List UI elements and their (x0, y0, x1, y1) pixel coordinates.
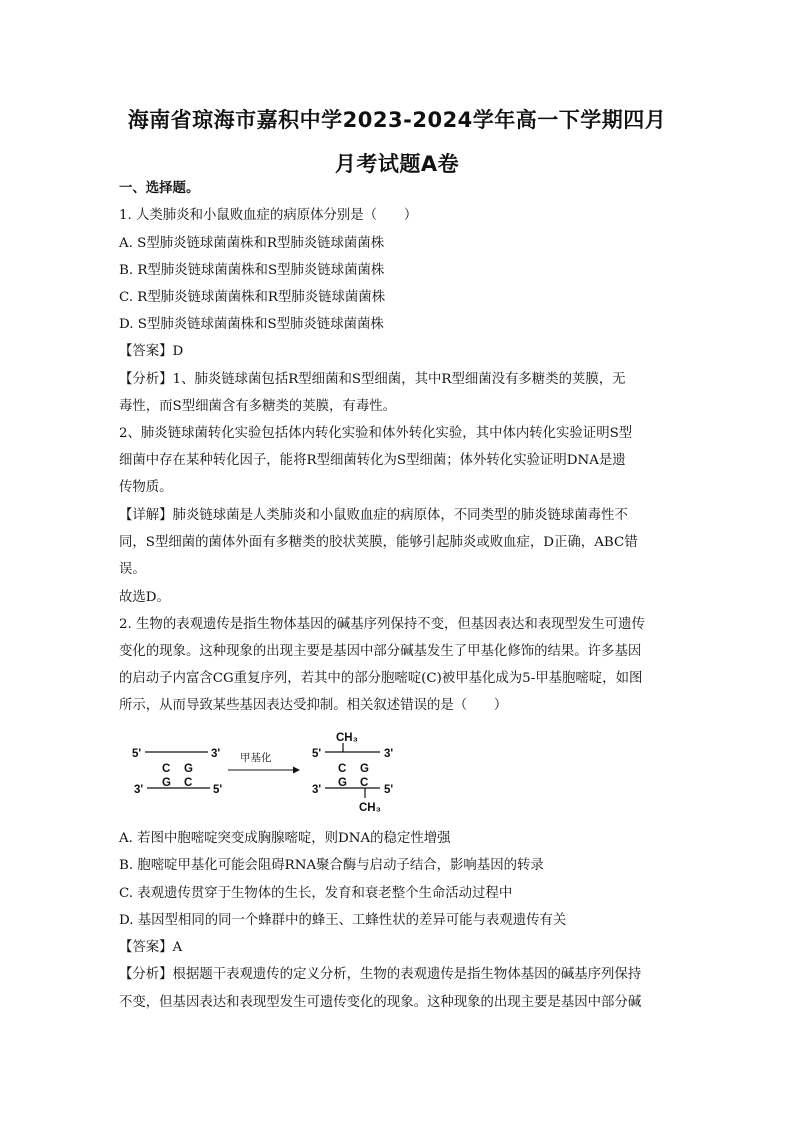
base-label: C (360, 777, 369, 789)
strand-end-label: 5' (312, 748, 322, 760)
question-2-option-d: D. 基因型相同的同一个蜂群中的蜂王、工蜂性状的差异可能与表观遗传有关 (119, 913, 567, 928)
arrow-head (293, 767, 300, 774)
question-1-detail-line: 同，S型细菌的菌体外面有多糖类的胶状荚膜，能够引起肺炎或败血症，D正确，ABC错 (119, 535, 638, 550)
question-1-conclusion: 故选D。 (119, 590, 170, 605)
question-2-analysis-line: 【分析】根据题干表观遗传的定义分析，生物的表观遗传是指生物体基因的碱基序列保持 (119, 967, 642, 982)
question-1-option-a: A. S型肺炎链球菌菌株和R型肺炎链球菌菌株 (119, 236, 385, 251)
question-1-answer: 【答案】D (119, 344, 184, 359)
dna-methylation-diagram (128, 728, 408, 820)
question-2-stem-line: 2. 生物的表观遗传是指生物体基因的碱基序列保持不变，但基因表达和表现型发生可遗传 (119, 617, 645, 632)
strand-end-label: 3' (134, 784, 144, 796)
methyl-label: CH₃ (336, 732, 358, 744)
base-label: G (184, 763, 193, 775)
base-label: C (162, 763, 171, 775)
base-label: G (360, 763, 369, 775)
question-2-option-a: A. 若图中胞嘧啶突变成胸腺嘧啶，则DNA的稳定性增强 (119, 831, 451, 846)
strand-end-label: 5' (132, 748, 142, 760)
base-label: C (184, 777, 193, 789)
section-heading: 一、选择题。 (119, 181, 200, 196)
question-2-stem-line: 的启动子内富含CG重复序列，若其中的部分胞嘧啶(C)被甲基化成为5-甲基胞嘧啶，如图 (119, 671, 643, 686)
question-2-answer: 【答案】A (119, 940, 183, 955)
arrow-label: 甲基化 (240, 752, 272, 764)
base-label: G (162, 777, 171, 789)
strand-end-label: 5' (213, 784, 223, 796)
question-2-stem-line: 变化的现象。这种现象的出现主要是基因中部分碱基发生了甲基化修饰的结果。许多基因 (119, 644, 642, 659)
question-1-analysis-line: 【分析】1、肺炎链球菌包括R型细菌和S型细菌，其中R型细菌没有多糖类的荚膜，无 (119, 372, 626, 387)
question-1-analysis-line: 传物质。 (119, 480, 173, 495)
question-1-option-d: D. S型肺炎链球菌菌株和S型肺炎链球菌菌株 (119, 317, 384, 332)
question-1-option-c: C. R型肺炎链球菌菌株和R型肺炎链球菌菌株 (119, 290, 386, 305)
question-2-option-b: B. 胞嘧啶甲基化可能会阻碍RNA聚合酶与启动子结合，影响基因的转录 (119, 858, 544, 873)
question-1-option-b: B. R型肺炎链球菌菌株和S型肺炎链球菌菌株 (119, 263, 385, 278)
question-2-option-c: C. 表观遗传贯穿于生物体的生长，发育和衰老整个生命活动过程中 (119, 886, 513, 901)
question-1-detail-line: 【详解】肺炎链球菌是人类肺炎和小鼠败血症的病原体，不同类型的肺炎链球菌毒性不 (119, 508, 628, 523)
question-1-stem: 1. 人类肺炎和小鼠败血症的病原体分别是（ ） (119, 208, 418, 223)
strand-end-label: 5' (384, 784, 394, 796)
base-label: C (338, 763, 347, 775)
question-1-detail-line: 误。 (119, 562, 146, 577)
question-2-stem-line: 所示，从而导致某些基因表达受抑制。相关叙述错误的是（ ） (119, 698, 508, 713)
strand-end-label: 3' (384, 748, 394, 760)
strand-end-label: 3' (312, 784, 322, 796)
methyl-label: CH₃ (359, 802, 381, 814)
question-1-analysis-line: 细菌中存在某种转化因子，能将R型细菌转化为S型细菌；体外转化实验证明DNA是遗 (119, 453, 626, 468)
document-title-line-1: 海南省琼海市嘉积中学2023-2024学年高一下学期四月 (127, 108, 667, 132)
document-title-line-2: 月考试题A卷 (334, 152, 460, 176)
question-2-analysis-line: 不变，但基因表达和表现型发生可遗传变化的现象。这种现象的出现主要是基因中部分碱 (119, 995, 642, 1010)
strand-end-label: 3' (211, 748, 221, 760)
base-label: G (338, 777, 347, 789)
question-1-analysis-line: 毒性，而S型细菌含有多糖类的荚膜，有毒性。 (119, 399, 396, 414)
question-1-analysis-line: 2、肺炎链球菌转化实验包括体内转化实验和体外转化实验，其中体内转化实验证明S型 (119, 426, 633, 441)
